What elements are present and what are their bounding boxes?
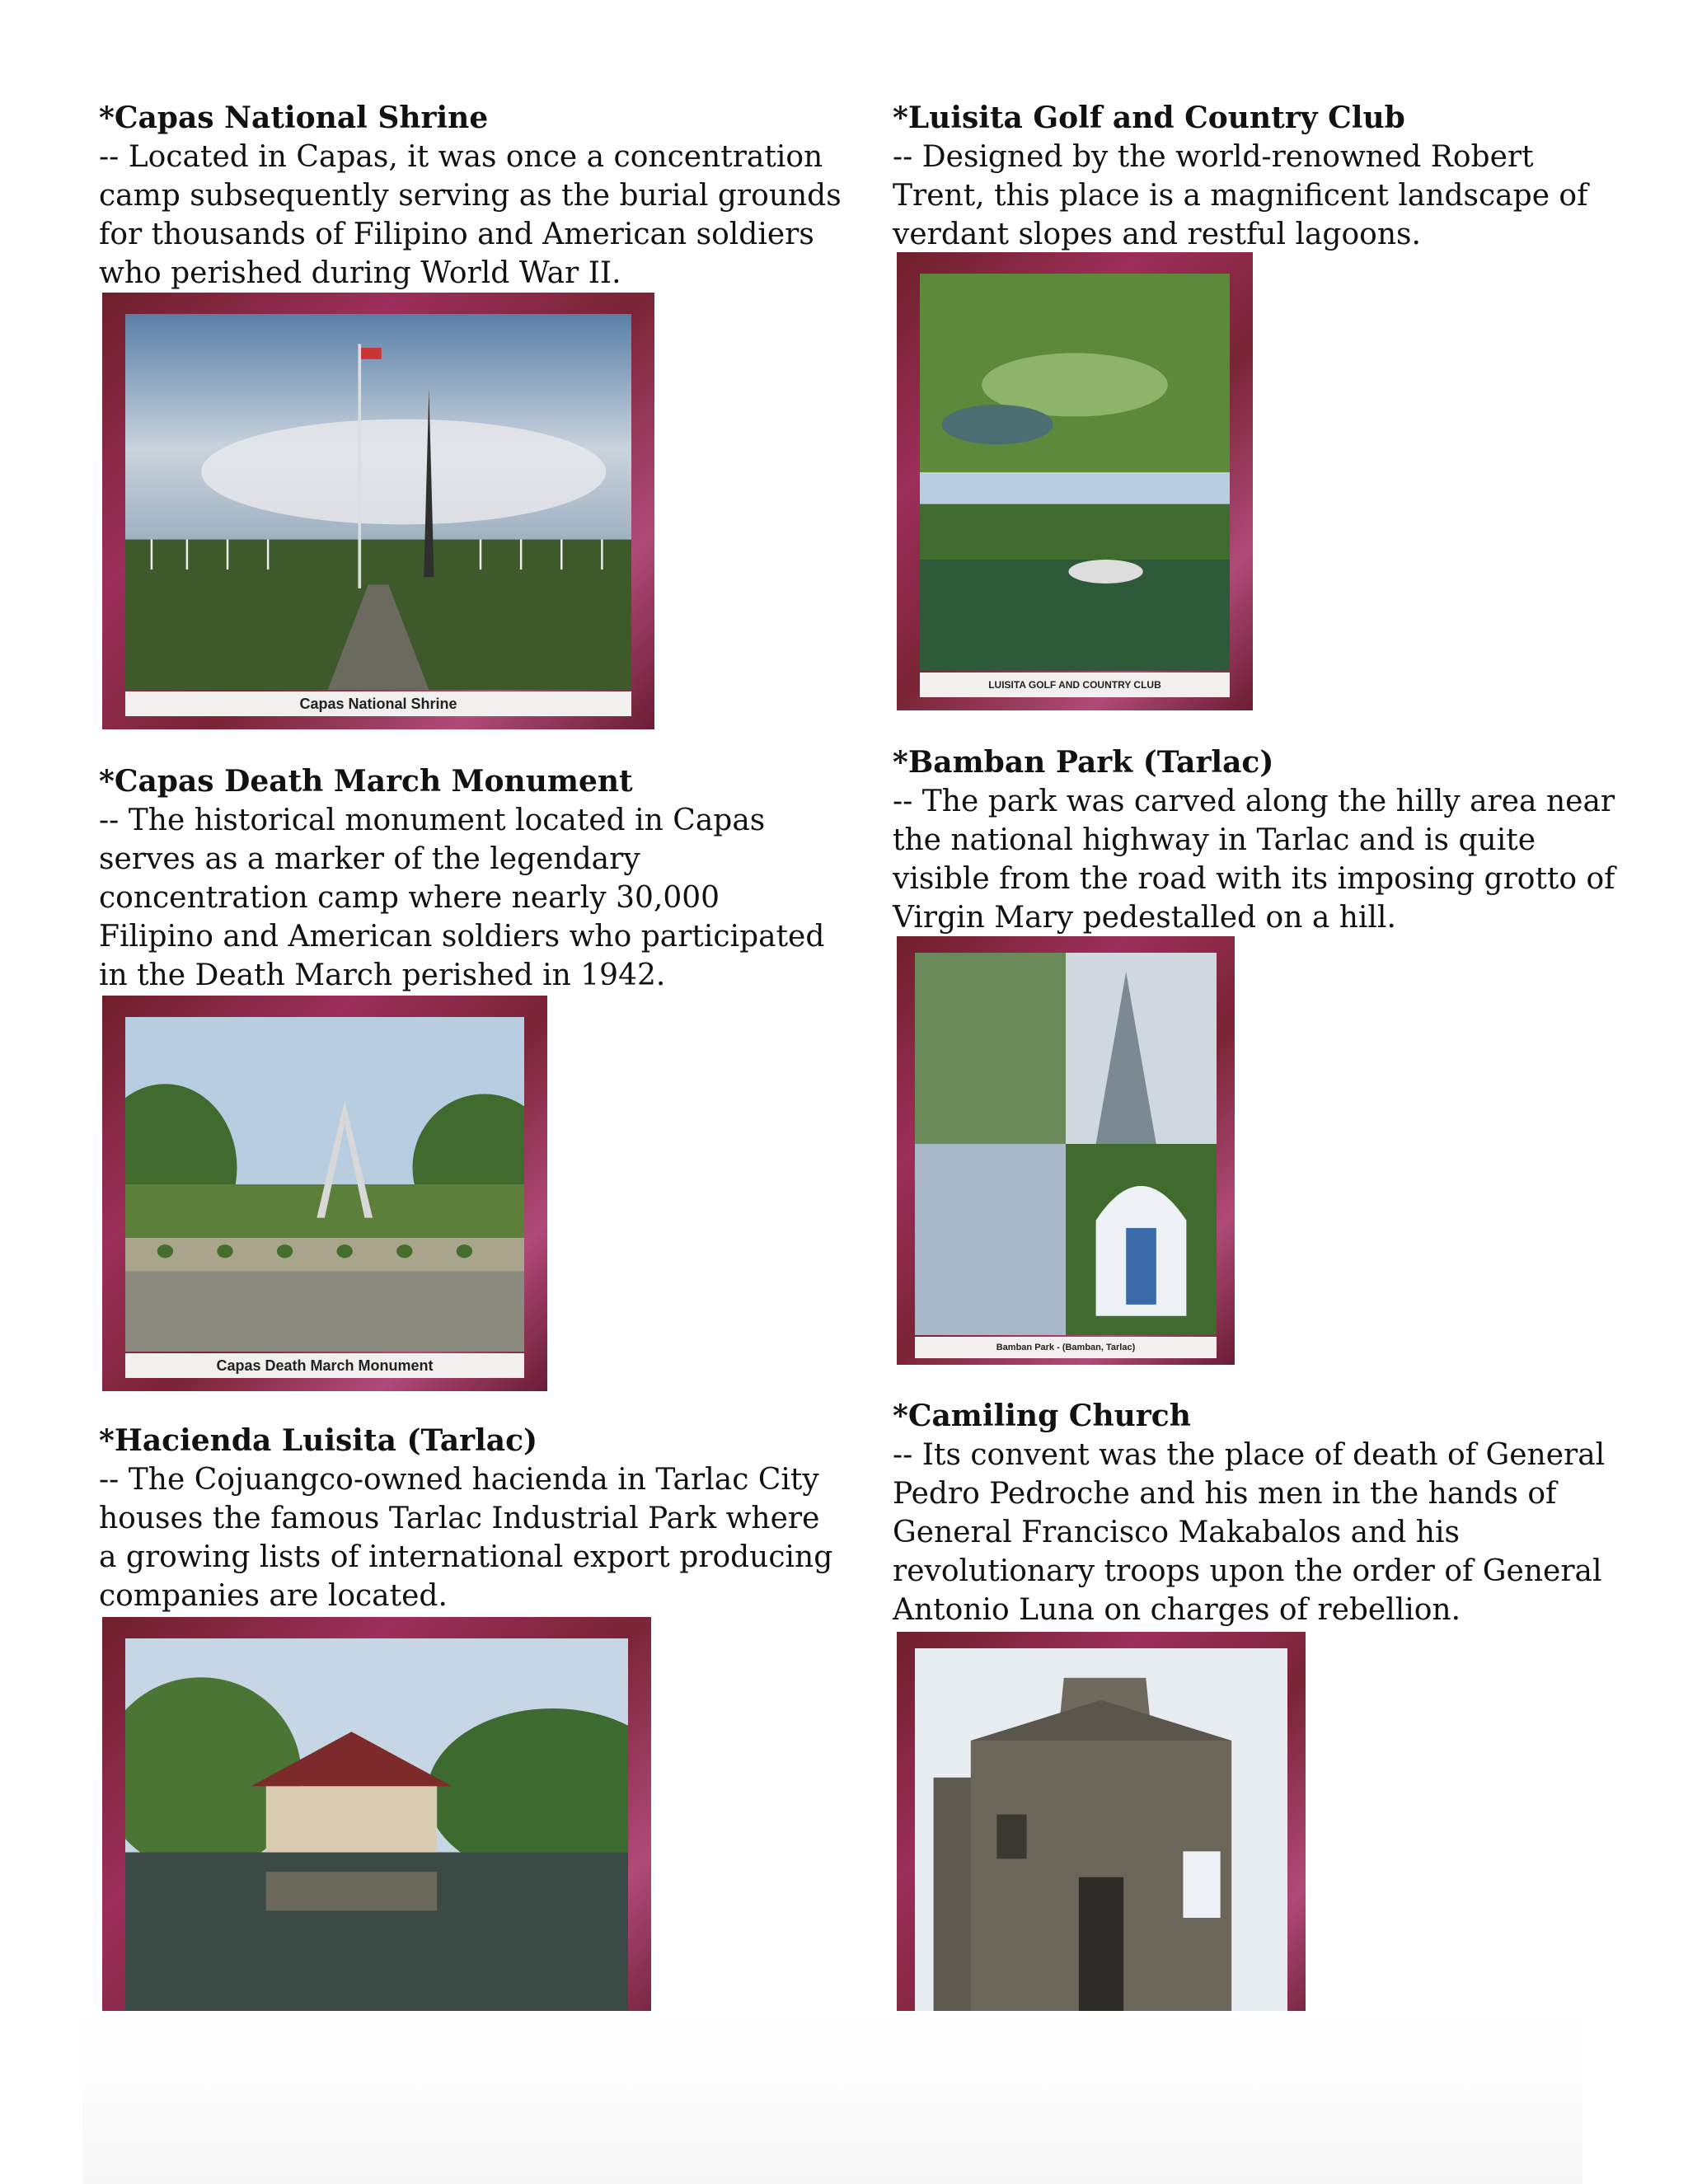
- entry-description: -- Designed by the world-renowned Robert Trent, this place is a magnificent landscape of verdant slopes and restful lagoons.: [893, 140, 1588, 251]
- photo-caption: Capas National Shrine: [125, 691, 631, 716]
- entry-description: -- The Cojuangco-owned hacienda in Tarlac City houses the famous Tarlac Industrial Park where a growing lists of international export producing companies are located.: [99, 1463, 833, 1613]
- photo-image: [920, 274, 1230, 671]
- entry-bamban-park: [893, 743, 1615, 937]
- photo-camiling-church: [897, 1632, 1306, 2050]
- photo-luisita-golf: [897, 252, 1253, 710]
- entry-hacienda-luisita: [99, 1422, 832, 1615]
- photo-hacienda-luisita: [102, 1617, 651, 2050]
- entry-capas-death-march-monument: [99, 762, 824, 995]
- entry-title: *Capas National Shrine: [99, 101, 489, 135]
- entry-title: *Camiling Church: [893, 1399, 1191, 1433]
- photo-bamban-park: [897, 936, 1235, 1365]
- photo-image: [125, 1017, 524, 1352]
- entry-title: *Bamban Park (Tarlac): [893, 745, 1274, 780]
- photo-caption: LUISITA GOLF AND COUNTRY CLUB: [920, 673, 1230, 697]
- entry-description: -- Its convent was the place of death of General Pedro Pedroche and his men in the hands of General Francisco Makabalos and his revolutionary troops upon the order of General Antonio Luna on charges of rebellion.: [893, 1438, 1606, 1627]
- photo-capas-death-march-monument: [102, 996, 547, 1391]
- photo-caption: Bamban Park - (Bamban, Tarlac): [915, 1337, 1217, 1358]
- entry-description: -- The historical monument located in Capas serves as a marker of the legendary concentration camp where nearly 30,000 Filipino and American soldiers who participated in the Death March perished in 1942.: [99, 804, 825, 992]
- photo-image: [125, 1638, 628, 2027]
- entry-camiling-church: [893, 1397, 1605, 1629]
- entry-title: *Luisita Golf and Country Club: [893, 101, 1405, 135]
- page-bottom-fade: [82, 2011, 1582, 2184]
- entry-title: *Hacienda Luisita (Tarlac): [99, 1423, 538, 1458]
- photo-image: [915, 953, 1217, 1335]
- entry-capas-national-shrine: [99, 99, 842, 293]
- entry-description: -- The park was carved along the hilly area near the national highway in Tarlac and is quite visible from the road with its imposing grotto of Virgin Mary pedestalled on a hill.: [893, 785, 1615, 935]
- photo-capas-national-shrine: [102, 293, 654, 729]
- entry-luisita-golf: [893, 99, 1587, 254]
- entry-description: -- Located in Capas, it was once a concentration camp subsequently serving as the burial grounds for thousands of Filipino and American soldiers who perished during World War II.: [99, 140, 842, 290]
- photo-caption: Capas Death March Monument: [125, 1353, 524, 1378]
- photo-image: [125, 314, 631, 690]
- entry-title: *Capas Death March Monument: [99, 764, 633, 799]
- photo-image: [915, 1648, 1287, 2018]
